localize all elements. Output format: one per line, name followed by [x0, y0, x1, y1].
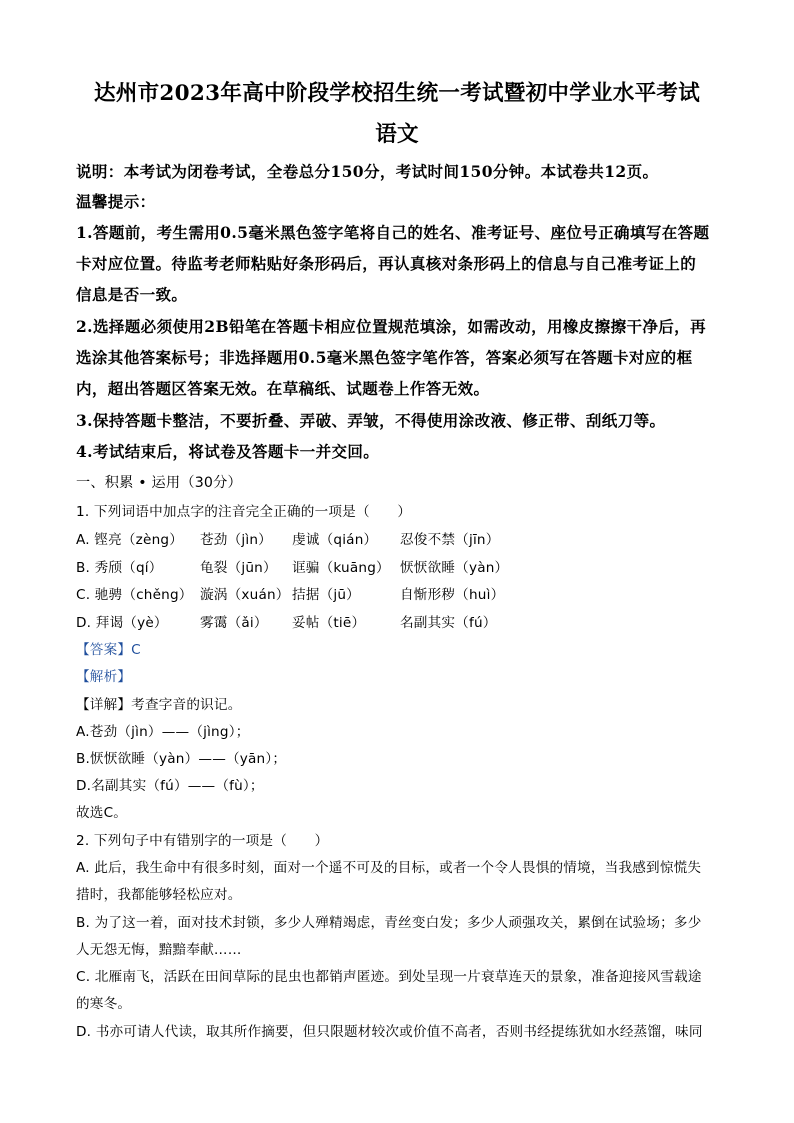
- analysis-label: 【解析】: [76, 669, 132, 685]
- correction-d: D.名副其实（fú）——（fù）；: [76, 778, 264, 794]
- question-2-option-c-line-2: 的寒冬。: [76, 996, 132, 1012]
- conclusion: 故选C。: [76, 805, 128, 821]
- option-d-word-2: 雾霭（ǎi）: [200, 615, 268, 631]
- question-1-stem: 1. 下列词语中加点字的注音完全正确的一项是（ ）: [76, 504, 412, 520]
- tip-2-line-3: 内，超出答题区答案无效。在草稿纸、试题卷上作答无效。: [76, 379, 490, 398]
- option-d-word-3: 妥帖（tiē）: [292, 615, 366, 631]
- option-b-word-3: 诓骗（kuāng）: [292, 560, 390, 576]
- question-1-answer: [76, 638, 722, 658]
- option-b-word-2: 龟裂（jūn）: [200, 560, 277, 576]
- tip-2-line-2: 选涂其他答案标号；非选择题用0.5毫米黑色签字笔作答，答案必须写在答题卡对应的框: [76, 348, 693, 367]
- exam-instructions: 说明：本考试为闭卷考试，全卷总分150分，考试时间150分钟。本试卷共12页。: [76, 162, 659, 181]
- option-a-word-4: 忍俊不禁（jīn）: [400, 532, 500, 548]
- option-c-word-3: 拮据（jū）: [292, 587, 360, 603]
- question-2-option-a-line-2: 措时，我都能够轻松应对。: [76, 887, 242, 903]
- option-d-word-4: 名副其实（fú）: [400, 615, 497, 631]
- question-2-option-b-line-1: B. 为了这一着，面对技术封锁，多少人殚精竭虑，青丝变白发；多少人顽强攻关，累倒在试验场；多少: [76, 915, 702, 931]
- correction-b: B.恹恹欲睡（yàn）——（yān）；: [76, 751, 287, 767]
- option-c-word-2: 漩涡（xuán）: [200, 587, 290, 603]
- question-1-option-c: [76, 583, 722, 603]
- option-a-word-1: A. 铿亮（zèng）: [76, 532, 184, 548]
- tip-3: 3.保持答题卡整洁，不要折叠、弄破、弄皱，不得使用涂改液、修正带、刮纸刀等。: [76, 411, 666, 430]
- tip-1-line-2: 卡对应位置。待监考老师粘贴好条形码后，再认真核对条形码上的信息与自己准考证上的: [76, 254, 697, 273]
- tip-2-line-1: 2.选择题必须使用2B铅笔在答题卡相应位置规范填涂，如需改动，用橡皮擦擦干净后，再: [76, 317, 706, 336]
- tip-1-line-1: 1.答题前，考生需用0.5毫米黑色签字笔将自己的姓名、准考证号、座位号正确填写在答题: [76, 223, 710, 242]
- question-2-option-b-line-2: 人无怨无悔，黯黯奉献……: [76, 942, 242, 958]
- correction-a: A.苍劲（jìn）——（jìng）；: [76, 724, 250, 740]
- question-1-option-d: [76, 611, 722, 631]
- option-d-word-1: D. 拜谒（yè）: [76, 615, 168, 631]
- exam-title: 达州市2023年高中阶段学校招生统一考试暨初中学业水平考试: [93, 81, 701, 106]
- answer-label: 【答案】C: [76, 642, 141, 658]
- tip-4: 4.考试结束后，将试卷及答题卡一并交回。: [76, 442, 380, 461]
- option-b-word-1: B. 秀颀（qí）: [76, 560, 163, 576]
- detail-explanation: 【详解】考查字音的识记。: [76, 697, 242, 713]
- tips-label: 温馨提示：: [76, 192, 156, 211]
- subject-title: 语文: [375, 122, 419, 147]
- option-a-word-3: 虔诚（qián）: [292, 532, 378, 548]
- tip-1-line-3: 信息是否一致。: [76, 285, 188, 304]
- option-c-word-4: 自惭形秽（huì）: [400, 587, 505, 603]
- option-a-word-2: 苍劲（jìn）: [200, 532, 272, 548]
- option-b-word-4: 恹恹欲睡（yàn）: [400, 560, 509, 576]
- section-heading: 一、积累 • 运用（30分）: [76, 475, 242, 491]
- question-2-option-a-line-1: A. 此后，我生命中有很多时刻，面对一个遥不可及的目标，或者一个令人畏惧的情境，当我感到惊慌失: [76, 860, 702, 876]
- question-2-option-c-line-1: C. 北雁南飞，活跃在田间草际的昆虫也都销声匿迹。到处呈现一片衰草连天的景象，准备迎接风雪载途: [76, 969, 702, 985]
- question-1-option-a: [76, 528, 722, 548]
- question-1-option-b: [76, 556, 722, 576]
- question-2-option-d-line-1: D. 书亦可请人代读，取其所作摘要，但只限题材较次或价值不高者，否则书经提练犹如水经蒸馏，味同: [76, 1024, 703, 1040]
- question-2-stem: 2. 下列句子中有错别字的一项是（ ）: [76, 833, 329, 849]
- option-c-word-1: C. 驰骋（chěng）: [76, 587, 193, 603]
